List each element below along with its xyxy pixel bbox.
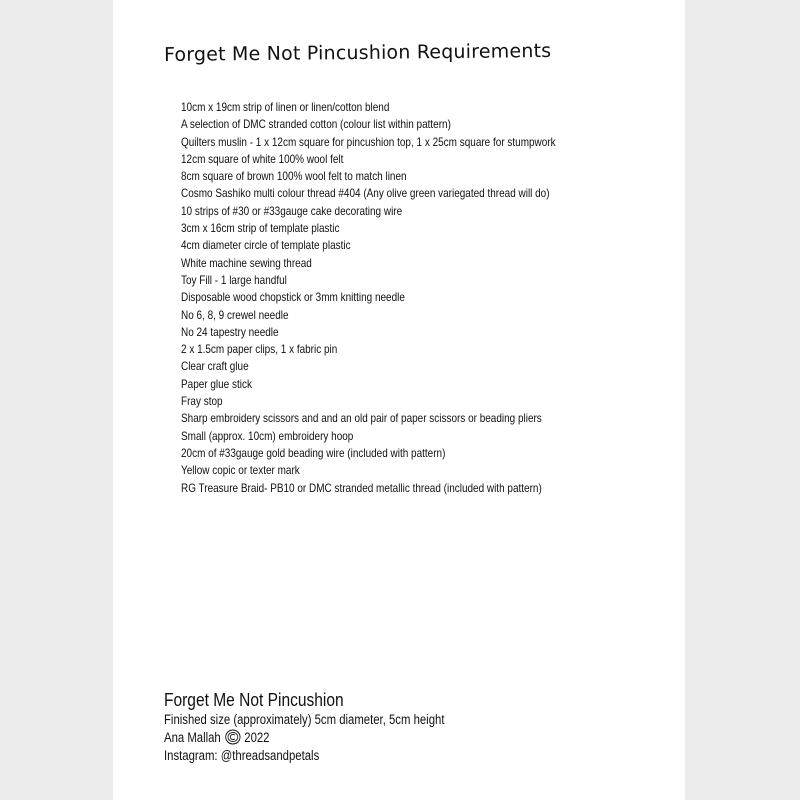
requirement-item: Yellow copic or texter mark (181, 464, 300, 478)
footer-author-line (164, 729, 444, 747)
requirement-item: No 24 tapestry needle (181, 325, 279, 339)
footer (164, 689, 498, 764)
footer-size: Finished size (approximately) 5cm diameter, 5cm height (164, 712, 445, 727)
requirement-item: 10 strips of #30 or #33gauge cake decorating wire (181, 204, 403, 218)
requirement-item: Toy Fill - 1 large handful (181, 273, 287, 287)
requirement-item: Fray stop (181, 395, 223, 409)
requirement-item: RG Treasure Braid- PB10 or DMC stranded metallic thread (included with pattern) (181, 481, 542, 495)
requirements-list (181, 99, 617, 497)
footer-title: Forget Me Not Pincushion (164, 689, 344, 710)
copyright-year: 2022 (244, 729, 270, 745)
requirement-item: Small (approx. 10cm) embroidery hoop (181, 429, 354, 443)
requirement-item: Cosmo Sashiko multi colour thread #404 (Any olive green variegated thread will do) (181, 187, 550, 201)
requirement-item: Disposable wood chopstick or 3mm knitting needle (181, 291, 405, 305)
footer-instagram: Instagram: @threadsandpetals (164, 747, 320, 763)
requirement-item: 2 x 1.5cm paper clips, 1 x fabric pin (181, 343, 338, 357)
requirement-item: 10cm x 19cm strip of linen or linen/cotton blend (181, 101, 390, 114)
copyright-icon (224, 729, 241, 745)
requirement-item: No 6, 8, 9 crewel needle (181, 308, 289, 322)
requirement-item: A selection of DMC stranded cotton (colour list within pattern) (181, 118, 451, 132)
requirement-item: Quilters muslin - 1 x 12cm square for pincushion top, 1 x 25cm square for stumpwork (181, 135, 556, 149)
requirement-item: White machine sewing thread (181, 256, 312, 270)
document-page (113, 0, 685, 800)
author-name: Ana Mallah (164, 729, 221, 745)
requirement-item: 8cm square of brown 100% wool felt to match linen (181, 170, 407, 184)
requirement-item: 12cm square of white 100% wool felt (181, 152, 344, 166)
requirement-item: Paper glue stick (181, 377, 252, 391)
page-title: Forget Me Not Pincushion Requirements (163, 39, 552, 66)
requirement-item: 4cm diameter circle of template plastic (181, 239, 351, 253)
requirement-item: 3cm x 16cm strip of template plastic (181, 222, 340, 236)
requirement-item: Sharp embroidery scissors and and an old pair of paper scissors or beading pliers (181, 412, 542, 426)
requirement-item: Clear craft glue (181, 360, 249, 374)
requirement-item: 20cm of #33gauge gold beading wire (included with pattern) (181, 446, 446, 460)
